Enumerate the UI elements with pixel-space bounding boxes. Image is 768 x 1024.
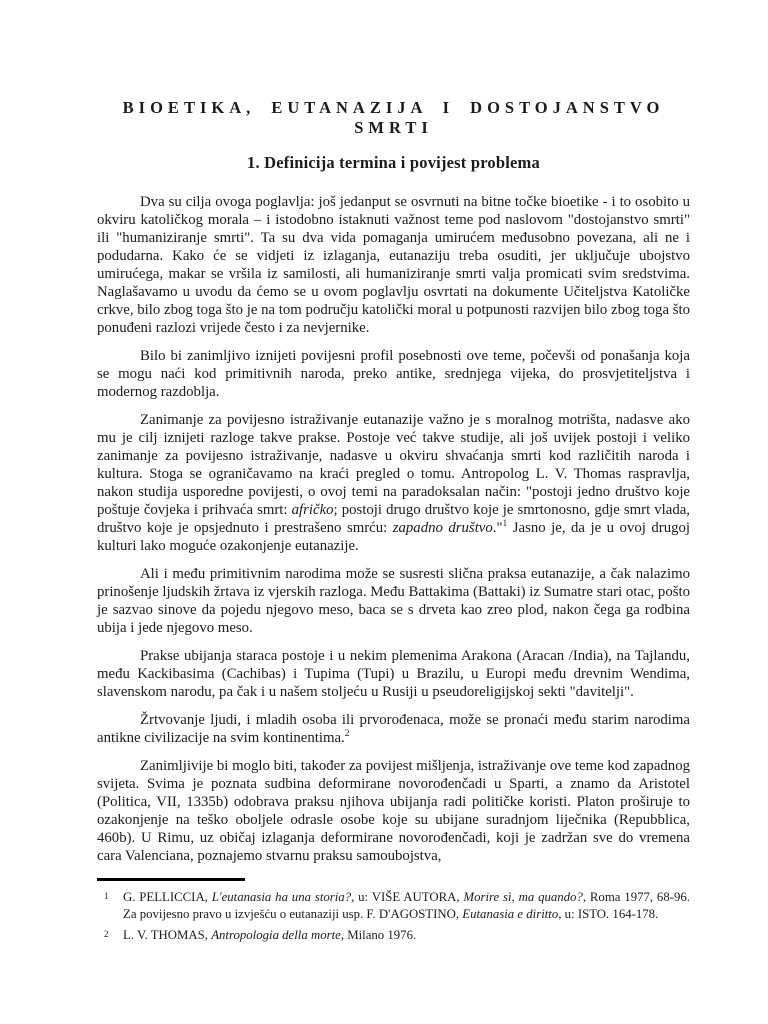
- italic-text-run: Eutanasia e diritto: [462, 906, 559, 921]
- text-run: , Roma 1977, 68-96. Za povijesno pravo u izvješću o eutanaziji usp. F. D'AGOSTINO,: [123, 890, 690, 921]
- italic-text-run: L'eutanasia ha una storia?: [211, 890, 352, 904]
- text-run: G. PELLICCIA,: [123, 890, 212, 904]
- footnote: [97, 927, 690, 944]
- footnote-separator: [97, 878, 245, 881]
- text-run: Bilo bi zanimljivo iznijeti povijesni profil posebnosti ove teme, počevši od ponašanja koja se mogu naći kod primitivnih naroda, preko antike, srednjega vijeka, do prosvjetiteljstva i modernog razdoblja.: [97, 348, 690, 400]
- text-run: L. V. THOMAS,: [123, 928, 212, 942]
- text-run: , u: ISTO. 164-178.: [558, 906, 659, 921]
- section-heading: 1. Definicija termina i povijest problema: [247, 153, 540, 172]
- italic-text-run: Antropologia della morte: [211, 928, 341, 942]
- footnote-list: [97, 889, 690, 944]
- text-run: ; postoji drugo društvo koje je smrtonosno, gdje smrt vlada, društvo koje je opsjednuto i prestrašeno smrću:: [97, 502, 690, 536]
- paragraph: [97, 193, 690, 337]
- footnotes-section: [97, 878, 690, 949]
- footnote-reference: 2: [344, 729, 350, 740]
- paragraph: [97, 647, 690, 701]
- italic-text-run: afričko: [291, 502, 334, 518]
- text-run: Zanimljivije bi moglo biti, također za povijest mišljenja, istraživanje ove teme kod zapadnog svijeta. Svima je poznata sudbina deformirane novorođenčadi u Sparti, a znamo da Aristotel (Politica, VII, 1335b) odobrava praksu njihova ubijanja radi političke koristi. Platon proširuje to ozakonjenje na teško oboljele odrasle osobe koje su ubijane suradnjom liječnika (Repubblica, 460b). U Rimu, uz običaj izlaganja deformirane novorođenčadi, koji je zadržan sve do vremena cara Valenciana, poznajemo stvarnu praksu samoubojstva,: [97, 758, 690, 864]
- footnote-number: 1: [104, 891, 109, 901]
- paragraph: [97, 411, 690, 555]
- text-run: Jasno je, da je u ovoj drugoj kulturi lako moguće ozakonjenje eutanazije.: [97, 520, 690, 554]
- paragraph: [97, 757, 690, 865]
- text-run: Prakse ubijanja staraca postoje i u nekim plemenima Arakona (Aracan /India), na Tajlandu, među Kackibasima (Cachibas) i Tupima (Tupi) u Brazilu, u Europi među drevnim Wendima, slavenskom narodu, pa čak i u našem stoljeću u Rusiji u pseudoreligijskoj sekti "davitelji".: [97, 648, 690, 700]
- body-paragraphs: [97, 193, 690, 865]
- text-run: Zanimanje za povijesno istraživanje eutanazije važno je s moralnog motrišta, nadasve ako mu je cilj iznijeti razloge takve prakse. Postoje već takve studije, ali još uvijek postoji i veliko zanimanje za povijesno istraživanje, nadasve u okviru shvaćanja smrti kod različitih naroda i kultura. Stoga se ograničavamo na kraći pregled o tomu. Antropolog L. V. Thomas raspravlja, nakon studija usporedne povijesti, o ovoj temi na paradoksalan način: "postoji jedno društvo koje poštuje čovjeka i prihvaća smrt:: [97, 412, 690, 518]
- document-title: BIOETIKA, EUTANAZIJA I DOSTOJANSTVO SMRTI: [122, 98, 665, 137]
- italic-text-run: zapadno društvo: [392, 520, 493, 536]
- italic-text-run: Morire sì, ma quando?: [463, 890, 583, 904]
- text-run: , Milano 1976.: [340, 928, 417, 942]
- paragraph: [97, 711, 690, 747]
- text-run: Dva su cilja ovoga poglavlja: još jedanput se osvrnuti na bitne točke bioetike - i to osobito u okviru katoličkog morala – i istodobno istaknuti važnost teme pod naslovom "dostojanstvo smrti" ili "humaniziranje smrti". Ta su dva vida pomaganja umirućem međusobno povezana, ali ne i podudarna. Kako će se vidjeti iz izlaganja, eutanaziju treba osuditi, jer uključuje ubojstvo umirućega, makar se vršila iz samilosti, ali humaniziranje smrti valja promicati svim sredstvima. Naglašavamo u uvodu da ćemo se u ovom poglavlju osvrtati na dokumente Učiteljstva Katoličke crkve, bilo zbog toga što je na tom području katolički moral u potpunosti razvijen bilo zbog toga što ponuđeni razlozi vrijede često i za nevjernike.: [97, 194, 690, 336]
- footnote: [97, 889, 690, 922]
- paragraph: [97, 565, 690, 637]
- paragraph: [97, 347, 690, 401]
- page-content: [97, 98, 690, 875]
- text-run: .": [492, 520, 503, 536]
- footnote-reference: 1: [502, 519, 508, 530]
- text-run: Ali i među primitivnim narodima može se susresti slična praksa eutanazije, a čak nalazimo prinošenje ljudskih žrtava iz vjerskih razloga. Među Battakima (Battaki) iz Sumatre stari otac, pošto je sazvao sinove da pojedu njegovo meso, baca se s drveta kao zreo plod, nakon čega ga rodbina ubija i jede njegovo meso.: [97, 566, 690, 636]
- text-run: Žrtvovanje ljudi, i mladih osoba ili prvorođenaca, može se pronaći među starim narodima antikne civilizacije na svim kontinentima.: [97, 712, 690, 746]
- text-run: , u: VIŠE AUTORA,: [351, 890, 464, 904]
- footnote-number: 2: [104, 929, 109, 939]
